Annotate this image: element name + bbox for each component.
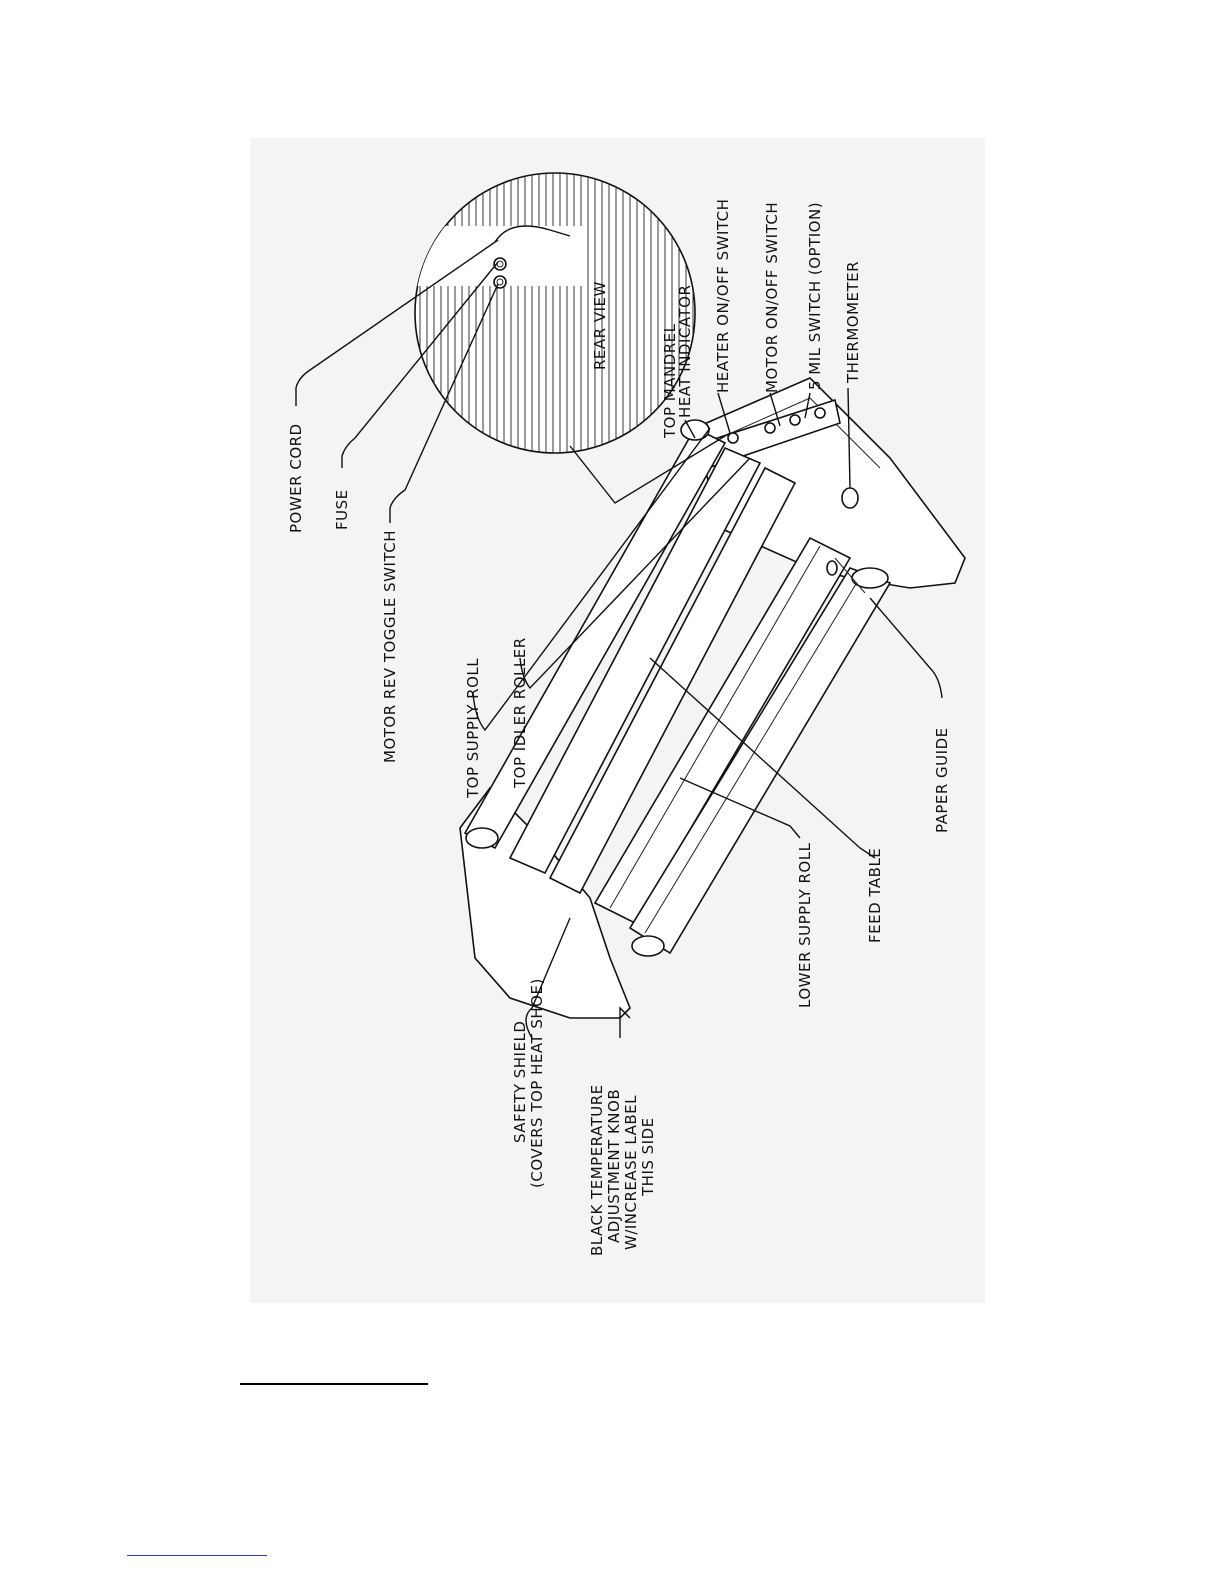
- label-adjustment-knob: ADJUSTMENT KNOB: [605, 1088, 623, 1243]
- laminator-machine: [460, 378, 965, 1018]
- toggle-switch-icon: [494, 276, 506, 288]
- label-rear-view: REAR VIEW: [591, 281, 609, 370]
- label-this-side: THIS SIDE: [639, 1117, 657, 1196]
- label-power-cord: POWER CORD: [287, 423, 305, 533]
- label-lower-supply-roll: LOWER SUPPLY ROLL: [796, 842, 814, 1008]
- label-feed-table: FEED TABLE: [866, 847, 884, 943]
- motor-switch-icon: [790, 415, 800, 425]
- label-heat-indicator: HEAT INDICATOR: [676, 284, 694, 418]
- label-thermometer: THERMOMETER: [844, 260, 862, 383]
- label-motor-switch: MOTOR ON/OFF SWITCH: [763, 201, 781, 393]
- label-covers-heat-shoe: (COVERS TOP HEAT SHOE): [528, 978, 546, 1188]
- five-mil-switch-icon: [815, 408, 825, 418]
- label-heater-switch: HEATER ON/OFF SWITCH: [714, 198, 732, 393]
- laminator-drawing: [250, 138, 985, 1303]
- label-fuse: FUSE: [333, 489, 351, 530]
- heat-indicator-icon: [728, 433, 738, 443]
- label-five-mil-switch: 5 MIL SWITCH (OPTION): [806, 201, 824, 390]
- label-paper-guide: PAPER GUIDE: [933, 727, 951, 833]
- label-top-supply-roll: TOP SUPPLY ROLL: [464, 657, 482, 798]
- rear-view-inset: [415, 168, 700, 458]
- label-motor-rev-toggle-switch: MOTOR REV TOGGLE SWITCH: [381, 530, 399, 763]
- label-top-idler-roller: TOP IDLER ROLLER: [511, 637, 529, 788]
- label-safety-shield: SAFETY SHIELD: [511, 1020, 529, 1143]
- footer-rule: [127, 1555, 267, 1556]
- label-top-mandrel: TOP MANDREL: [661, 323, 679, 438]
- thermometer-icon: [842, 488, 858, 508]
- caption-underline: [240, 1383, 428, 1385]
- label-increase-label: W/INCREASE LABEL: [622, 1094, 640, 1250]
- label-black-temperature: BLACK TEMPERATURE: [588, 1084, 606, 1256]
- laminator-diagram: [250, 138, 985, 1303]
- heater-switch-icon: [765, 423, 775, 433]
